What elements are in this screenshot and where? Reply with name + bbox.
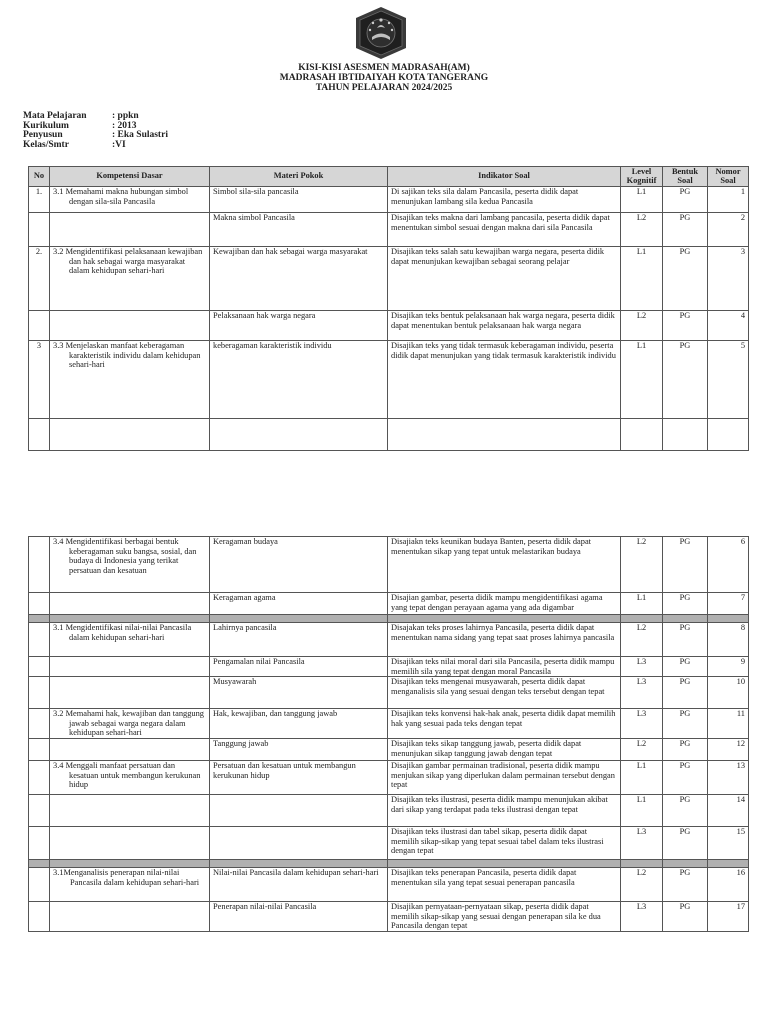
cell-materi-pokok: [210, 902, 388, 932]
cell-materi-pokok: [210, 213, 388, 247]
column-header-level-kognitif: Level Kognitif: [621, 167, 663, 187]
cell-no: [29, 187, 50, 213]
cell-nomor-soal: [708, 213, 749, 247]
cell-indikator-soal-text: Disajikan teks penerapan Pancasila, peserta didik dapat menentukan sila yang tepat sesuai penerapan pancasila: [391, 868, 577, 887]
column-header-nomor-soal: Nomor Soal: [708, 167, 749, 187]
cell-bentuk-soal: [663, 311, 708, 341]
cell-nomor-soal: [708, 419, 749, 451]
cell-indikator-soal-text: Disajikan teks makna dari lambang pancasila, peserta didik dapat menentukan simbol sesuai dengan makna dari sila Pancasila: [391, 213, 610, 232]
title-line: TAHUN PELAJARAN 2024/2025: [315, 83, 453, 93]
cell-materi-pokok-text: Penerapan nilai-nilai Pancasila: [213, 902, 317, 912]
cell-materi-pokok-text: Musyawarah: [213, 677, 257, 687]
cell-materi-pokok: [210, 827, 388, 860]
separator-cell: [621, 615, 663, 623]
cell-nomor-soal: [708, 657, 749, 677]
cell-materi-pokok: [210, 761, 388, 795]
cell-bentuk-soal-text: PG: [679, 902, 691, 912]
cell-bentuk-soal: [663, 827, 708, 860]
cell-bentuk-soal-text: PG: [679, 593, 691, 602]
cell-level-kognitif-text: L2: [636, 868, 647, 878]
table-separator-row: [29, 860, 749, 868]
cell-level-kognitif-text: L1: [636, 761, 647, 771]
cell-no: [29, 537, 50, 593]
cell-bentuk-soal: [663, 537, 708, 593]
cell-indikator-soal: [388, 311, 621, 341]
cell-level-kognitif-text: L1: [636, 341, 647, 350]
separator-cell: [663, 860, 708, 868]
cell-indikator-soal: [388, 827, 621, 860]
cell-bentuk-soal: [663, 761, 708, 795]
separator-cell: [663, 615, 708, 623]
cell-nomor-soal-text: 8: [740, 623, 745, 632]
cell-indikator-soal: [388, 761, 621, 795]
assessment-grid-table-part1: [28, 166, 749, 451]
cell-nomor-soal-text: 11: [736, 709, 745, 719]
cell-materi-pokok-text: keberagaman karakteristik individu: [213, 341, 332, 350]
cell-nomor-soal: [708, 341, 749, 419]
separator-cell: [50, 860, 210, 868]
cell-bentuk-soal-text: PG: [679, 187, 691, 196]
cell-level-kognitif: [621, 827, 663, 860]
cell-materi-pokok-text: Pelaksanaan hak warga negara: [213, 311, 316, 320]
cell-nomor-soal: [708, 247, 749, 311]
cell-kompetensi-dasar: [50, 868, 210, 902]
cell-nomor-soal-text: 7: [740, 593, 745, 602]
cell-materi-pokok-text: Simbol sila-sila pancasila: [213, 187, 299, 196]
separator-cell: [29, 860, 50, 868]
table-row: [29, 709, 749, 739]
cell-nomor-soal: [708, 623, 749, 657]
meta-label: Penyusun: [23, 130, 63, 140]
cell-materi-pokok: [210, 187, 388, 213]
meta-value: : ppkn: [112, 111, 139, 121]
cell-nomor-soal: [708, 187, 749, 213]
cell-materi-pokok: [210, 341, 388, 419]
cell-indikator-soal-text: Disajikan teks nilai moral dari sila Pancasila, peserta didik mampu memilih sila yang tepat dengan moral Pancasila: [391, 657, 615, 676]
cell-bentuk-soal: [663, 657, 708, 677]
cell-indikator-soal-text: Disajikan teks salah satu kewajiban warga negara, peserta didik dapat menunjukan kewajiban sebagai seorang pelajar: [391, 247, 605, 266]
meta-value: :VI: [112, 139, 126, 150]
cell-no: [29, 213, 50, 247]
cell-nomor-soal-text: 6: [740, 537, 745, 546]
cell-no: [29, 593, 50, 615]
cell-bentuk-soal: [663, 677, 708, 709]
cell-kompetensi-dasar: [50, 902, 210, 932]
separator-cell: [708, 615, 749, 623]
cell-no: [29, 419, 50, 451]
cell-level-kognitif-text: L2: [636, 537, 647, 546]
cell-level-kognitif: [621, 795, 663, 827]
title-line: MADRASAH IBTIDAIYAH KOTA TANGERANG: [279, 73, 489, 83]
cell-indikator-soal-text: Disajikan teks yang tidak termasuk keberagaman individu, peserta didik dapat menunjukan yang tidak termasuk karakteristik individu: [391, 341, 616, 360]
meta-value: : Eka Sulastri: [112, 130, 168, 140]
cell-kompetensi-dasar: [50, 537, 210, 593]
cell-indikator-soal-text: Disajikan gambar permainan tradisional, peserta didik mampu menjukan sikap yang diperlukan dalam permainan tersebut dengan tepat: [391, 761, 615, 790]
cell-materi-pokok: [210, 677, 388, 709]
cell-kompetensi-dasar: [50, 593, 210, 615]
column-header-bentuk-soal: Bentuk Soal: [663, 167, 708, 187]
cell-indikator-soal: [388, 657, 621, 677]
cell-materi-pokok-text: Keragaman budaya: [213, 537, 278, 546]
cell-bentuk-soal-text: PG: [679, 868, 691, 878]
table-row: [29, 593, 749, 615]
cell-nomor-soal: [708, 593, 749, 615]
cell-materi-pokok: [210, 593, 388, 615]
cell-bentuk-soal: [663, 341, 708, 419]
cell-nomor-soal-text: 13: [736, 761, 745, 771]
cell-kompetensi-dasar-text: 3.2 Memahami hak, kewajiban dan tanggung jawab sebagai warga negara dalam kehidupan sehari-hari: [53, 709, 204, 738]
table-row: [29, 213, 749, 247]
table-row: [29, 419, 749, 451]
cell-no: [29, 657, 50, 677]
cell-level-kognitif-text: L3: [636, 709, 647, 719]
cell-bentuk-soal: [663, 213, 708, 247]
cell-bentuk-soal: [663, 623, 708, 657]
table-row: [29, 311, 749, 341]
cell-level-kognitif-text: L2: [636, 623, 647, 632]
cell-materi-pokok: [210, 868, 388, 902]
cell-level-kognitif: [621, 419, 663, 451]
table-row: [29, 623, 749, 657]
cell-no: [29, 623, 50, 657]
title-line: KISI-KISI ASESMEN MADRASAH(AM): [298, 63, 470, 73]
cell-level-kognitif-text: L3: [636, 902, 647, 912]
cell-nomor-soal-text: 2: [740, 213, 745, 222]
cell-materi-pokok-text: Lahirnya pancasila: [213, 623, 277, 632]
assessment-grid-table-part2: [28, 536, 749, 932]
cell-bentuk-soal: [663, 709, 708, 739]
table-row: [29, 677, 749, 709]
cell-bentuk-soal: [663, 187, 708, 213]
cell-bentuk-soal-text: PG: [679, 739, 691, 749]
cell-materi-pokok: [210, 537, 388, 593]
cell-level-kognitif: [621, 677, 663, 709]
cell-materi-pokok-text: Hak, kewajiban, dan tanggung jawab: [213, 709, 338, 719]
cell-materi-pokok-text: Kewajiban dan hak sebagai warga masyarakat: [213, 247, 368, 256]
cell-no: [29, 761, 50, 795]
cell-nomor-soal-text: 14: [736, 795, 745, 805]
cell-bentuk-soal-text: PG: [679, 247, 691, 256]
cell-level-kognitif: [621, 341, 663, 419]
cell-level-kognitif-text: L2: [636, 213, 647, 222]
cell-nomor-soal-text: 4: [740, 311, 745, 320]
cell-indikator-soal-text: Disajakan teks proses lahirnya Pancasila, peserta didik dapat menentukan nama sidang yang tepat saat proses lahirnya pancasila: [391, 623, 615, 642]
cell-materi-pokok: [210, 739, 388, 761]
column-header-kompetensi-dasar: Kompetensi Dasar: [50, 167, 210, 187]
cell-kompetensi-dasar: [50, 213, 210, 247]
cell-indikator-soal-text: Disajikan pernyataan-pernyataan sikap, peserta didik dapat memilih sikap-sikap yang sesuai dengan penerapan sila ke dua Pancasila dengan tepat: [391, 902, 601, 931]
cell-indikator-soal: [388, 593, 621, 615]
cell-nomor-soal: [708, 311, 749, 341]
cell-indikator-soal: [388, 677, 621, 709]
cell-indikator-soal: [388, 868, 621, 902]
cell-kompetensi-dasar: [50, 419, 210, 451]
cell-bentuk-soal-text: PG: [679, 795, 691, 805]
cell-nomor-soal: [708, 709, 749, 739]
cell-nomor-soal-text: 15: [736, 827, 745, 837]
cell-kompetensi-dasar: [50, 311, 210, 341]
cell-nomor-soal: [708, 902, 749, 932]
meta-label: Kurikulum: [23, 120, 69, 131]
cell-bentuk-soal: [663, 739, 708, 761]
cell-indikator-soal: [388, 902, 621, 932]
cell-nomor-soal-text: 1: [740, 187, 745, 196]
cell-level-kognitif-text: L1: [636, 247, 647, 256]
cell-nomor-soal: [708, 795, 749, 827]
column-header-no: No: [29, 167, 50, 187]
cell-indikator-soal-text: Disajikan teks bentuk pelaksanaan hak warga negara, peserta didik dapat menentukan bentuk pelaksanaan hak warga negara: [391, 311, 615, 330]
cell-kompetensi-dasar: [50, 341, 210, 419]
cell-bentuk-soal-text: PG: [679, 657, 691, 666]
table-row: [29, 761, 749, 795]
cell-level-kognitif: [621, 311, 663, 341]
cell-level-kognitif: [621, 709, 663, 739]
cell-nomor-soal: [708, 761, 749, 795]
cell-level-kognitif: [621, 247, 663, 311]
cell-bentuk-soal-text: PG: [679, 311, 691, 320]
cell-no-text: 2.: [35, 247, 43, 256]
meta-label: Kelas/Smtr: [23, 139, 69, 150]
cell-bentuk-soal-text: PG: [679, 827, 691, 837]
table-row: [29, 868, 749, 902]
table-row: [29, 537, 749, 593]
cell-kompetensi-dasar-text: 3.2 Mengidentifikasi pelaksanaan kewajiban dan hak sebagai warga masyarakat dalam kehidupan sehari-hari: [53, 247, 203, 276]
table-row: [29, 187, 749, 213]
table-row: [29, 247, 749, 311]
table-header-row: [29, 167, 749, 187]
cell-nomor-soal-text: 16: [736, 868, 745, 878]
separator-cell: [210, 615, 388, 623]
cell-materi-pokok-text: Keragaman agama: [213, 593, 276, 602]
cell-no: [29, 709, 50, 739]
table-row: [29, 341, 749, 419]
cell-indikator-soal: [388, 419, 621, 451]
cell-bentuk-soal-text: PG: [679, 761, 691, 771]
cell-no-text: 1.: [35, 187, 43, 196]
cell-kompetensi-dasar: [50, 827, 210, 860]
cell-materi-pokok: [210, 709, 388, 739]
separator-cell: [708, 860, 749, 868]
cell-materi-pokok: [210, 795, 388, 827]
separator-cell: [388, 860, 621, 868]
separator-cell: [50, 615, 210, 623]
cell-no: [29, 827, 50, 860]
cell-level-kognitif-text: L3: [636, 677, 647, 687]
cell-bentuk-soal: [663, 795, 708, 827]
madrasah-emblem-logo: [352, 6, 410, 60]
cell-level-kognitif-text: L2: [636, 311, 647, 320]
cell-bentuk-soal: [663, 419, 708, 451]
cell-indikator-soal: [388, 213, 621, 247]
cell-nomor-soal: [708, 677, 749, 709]
cell-bentuk-soal-text: PG: [679, 213, 691, 222]
cell-bentuk-soal: [663, 902, 708, 932]
cell-materi-pokok-text: Pengamalan nilai Pancasila: [213, 657, 305, 666]
cell-indikator-soal: [388, 341, 621, 419]
table-row: [29, 795, 749, 827]
cell-indikator-soal: [388, 795, 621, 827]
cell-nomor-soal-text: 9: [740, 657, 745, 666]
cell-bentuk-soal-text: PG: [679, 709, 691, 719]
cell-bentuk-soal: [663, 247, 708, 311]
meta-value: : 2013: [112, 120, 137, 131]
cell-indikator-soal-text: Disajikan teks sikap tanggung jawab, peserta didik dapat menunjukan sikap tanggung jawab dengan tepat: [391, 739, 582, 758]
table-row: [29, 657, 749, 677]
cell-bentuk-soal-text: PG: [679, 341, 691, 350]
cell-nomor-soal: [708, 537, 749, 593]
cell-indikator-soal-text: Disajian gambar, peserta didik mampu mengidentifikasi agama yang tepat dengan perayaan agama yang ada digambar: [391, 593, 603, 612]
cell-level-kognitif-text: L1: [636, 795, 647, 805]
separator-cell: [621, 860, 663, 868]
cell-no: [29, 247, 50, 311]
cell-nomor-soal: [708, 868, 749, 902]
cell-kompetensi-dasar: [50, 761, 210, 795]
cell-materi-pokok: [210, 623, 388, 657]
cell-no: [29, 311, 50, 341]
cell-indikator-soal: [388, 709, 621, 739]
cell-level-kognitif: [621, 761, 663, 795]
cell-indikator-soal-text: Disajikan teks ilustrasi dan tabel sikap, peserta didik dapat memilih sikap-sikap yang tepat sesuai tabel dalam teks ilustrasi dengan tepat: [391, 827, 604, 856]
table-row: [29, 739, 749, 761]
cell-nomor-soal-text: 17: [736, 902, 745, 912]
cell-materi-pokok-text: Tanggung jawab: [213, 739, 269, 749]
cell-indikator-soal-text: Disajikan teks ilustrasi, peserta didik mampu menunjukan akibat dari sikap yang terdapat pada teks ilustrasi dengan tepat: [391, 795, 608, 814]
cell-indikator-soal-text: Disajikan teks konvensi hak-hak anak, peserta didik dapat memilih hak yang sesuai pada teks dengan tepat: [391, 709, 616, 728]
cell-kompetensi-dasar: [50, 739, 210, 761]
cell-indikator-soal: [388, 739, 621, 761]
cell-level-kognitif: [621, 537, 663, 593]
cell-kompetensi-dasar: [50, 247, 210, 311]
cell-nomor-soal: [708, 739, 749, 761]
cell-no: [29, 795, 50, 827]
cell-indikator-soal: [388, 623, 621, 657]
cell-bentuk-soal-text: PG: [679, 537, 691, 546]
cell-materi-pokok-text: Persatuan dan kesatuan untuk membangun kerukunan hidup: [213, 761, 356, 780]
meta-label: Mata Pelajaran: [23, 111, 87, 121]
cell-bentuk-soal-text: PG: [679, 623, 691, 632]
cell-kompetensi-dasar-text: 3.1 Memahami makna hubungan simbol dengan sila-sila Pancasila: [53, 187, 189, 206]
cell-kompetensi-dasar-text: 3.4 Mengidentifikasi berbagai bentuk keberagaman suku bangsa, sosial, dan budaya di Indonesia yang terikat persatuan dan kesatuan: [53, 537, 197, 575]
cell-level-kognitif: [621, 739, 663, 761]
cell-materi-pokok-text: Makna simbol Pancasila: [213, 213, 295, 222]
table-separator-row: [29, 615, 749, 623]
cell-indikator-soal: [388, 247, 621, 311]
cell-bentuk-soal-text: PG: [679, 677, 691, 687]
cell-level-kognitif: [621, 902, 663, 932]
cell-kompetensi-dasar-text: 3.1Menganalisis penerapan nilai-nilai Pancasila dalam kehidupan sehari-hari: [53, 868, 200, 887]
separator-cell: [29, 615, 50, 623]
cell-kompetensi-dasar-text: 3.4 Menggali manfaat persatuan dan kesatuan untuk membangun kerukunan hidup: [53, 761, 201, 790]
cell-kompetensi-dasar: [50, 677, 210, 709]
cell-no-text: 3: [36, 341, 42, 350]
cell-indikator-soal: [388, 187, 621, 213]
cell-indikator-soal-text: Disajiakn teks keunikan budaya Banten, peserta didik dapat menentukan sikap yang tepat untuk melastarikan budaya: [391, 537, 592, 556]
cell-no: [29, 739, 50, 761]
cell-indikator-soal-text: Di sajikan teks sila dalam Pancasila, peserta didik dapat menunjukan lambang sila kedua Pancasila: [391, 187, 579, 206]
cell-materi-pokok: [210, 247, 388, 311]
cell-kompetensi-dasar-text: 3.3 Menjelaskan manfaat keberagaman karakteristik individu dalam kehidupan sehari-hari: [53, 341, 201, 370]
cell-nomor-soal-text: 10: [736, 677, 745, 687]
cell-level-kognitif-text: L1: [636, 187, 647, 196]
column-header-materi-pokok: Materi Pokok: [210, 167, 388, 187]
cell-level-kognitif: [621, 657, 663, 677]
cell-level-kognitif: [621, 623, 663, 657]
cell-indikator-soal-text: Disajikan teks mengenai musyawarah, peserta didik dapat menganalisis sila yang sesuai dengan teks tersebut dengan tepat: [391, 677, 605, 696]
cell-bentuk-soal: [663, 868, 708, 902]
cell-kompetensi-dasar: [50, 709, 210, 739]
cell-nomor-soal-text: 12: [736, 739, 745, 749]
cell-nomor-soal-text: 3: [740, 247, 745, 256]
cell-level-kognitif: [621, 868, 663, 902]
cell-level-kognitif: [621, 187, 663, 213]
cell-nomor-soal: [708, 827, 749, 860]
table-row: [29, 902, 749, 932]
cell-kompetensi-dasar: [50, 657, 210, 677]
cell-materi-pokok: [210, 657, 388, 677]
column-header-indikator-soal: Indikator Soal: [388, 167, 621, 187]
cell-indikator-soal: [388, 537, 621, 593]
cell-level-kognitif-text: L3: [636, 827, 647, 837]
separator-cell: [210, 860, 388, 868]
cell-kompetensi-dasar: [50, 187, 210, 213]
table-row: [29, 827, 749, 860]
cell-kompetensi-dasar: [50, 623, 210, 657]
cell-level-kognitif-text: L3: [636, 657, 647, 666]
cell-materi-pokok: [210, 311, 388, 341]
cell-no: [29, 902, 50, 932]
cell-no: [29, 341, 50, 419]
cell-level-kognitif: [621, 593, 663, 615]
cell-bentuk-soal: [663, 593, 708, 615]
cell-kompetensi-dasar-text: 3.1 Mengidentifikasi nilai-nilai Pancasila dalam kehidupan sehari-hari: [53, 623, 192, 642]
cell-level-kognitif-text: L1: [636, 593, 647, 602]
document-title: [0, 63, 768, 93]
separator-cell: [388, 615, 621, 623]
cell-nomor-soal-text: 5: [740, 341, 745, 350]
cell-level-kognitif: [621, 213, 663, 247]
cell-kompetensi-dasar: [50, 795, 210, 827]
cell-no: [29, 677, 50, 709]
cell-level-kognitif-text: L2: [636, 739, 647, 749]
cell-materi-pokok: [210, 419, 388, 451]
cell-materi-pokok-text: Nilai-nilai Pancasila dalam kehidupan sehari-hari: [213, 868, 379, 878]
cell-no: [29, 868, 50, 902]
